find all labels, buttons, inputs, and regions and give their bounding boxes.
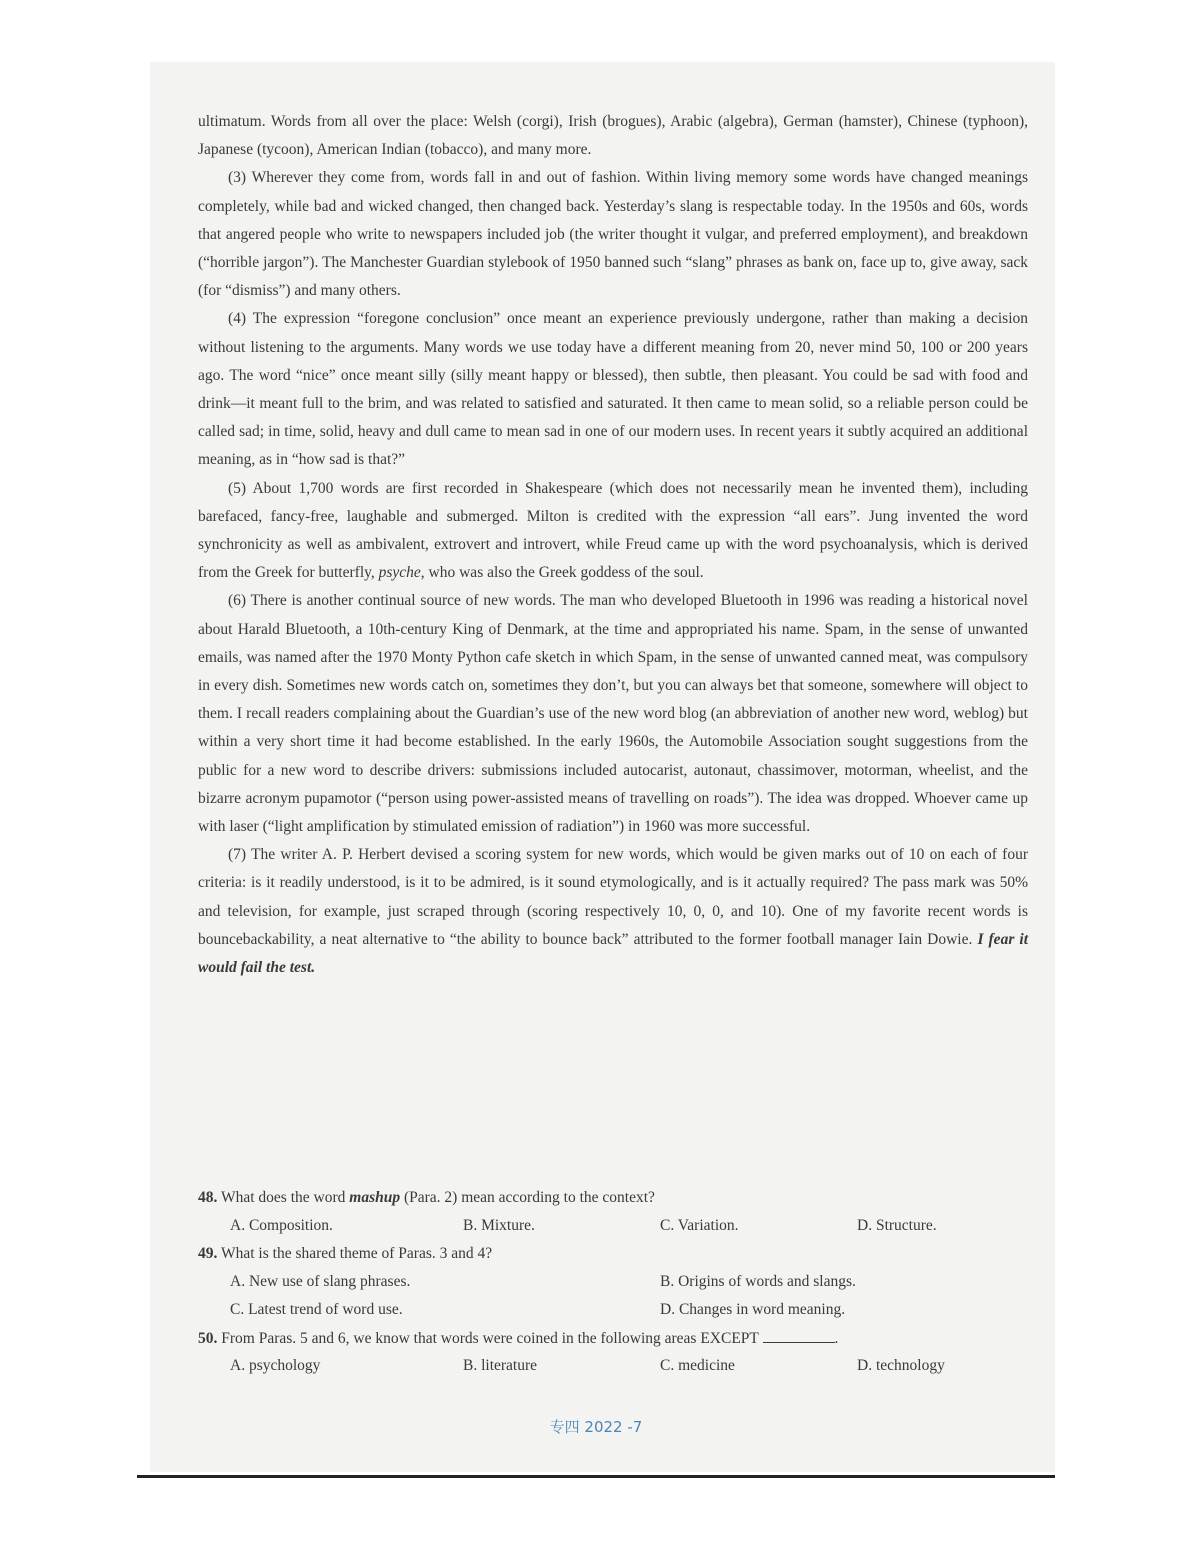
question-text-end: (Para. 2) mean according to the context? [403,1189,655,1206]
options-48 [198,1212,1028,1240]
paragraph-7-emphasis: I fear it would fail the test. [198,930,1029,977]
option-b[interactable]: B. Origins of words and slangs. [660,1273,856,1290]
reading-passage [198,108,1028,982]
question-text: What is the shared theme of Paras. 3 and 4? [220,1245,493,1262]
paragraph-5-tail: , who was also the Greek goddess of the soul. [420,564,704,582]
page-footer: 专四 2022 -7 [549,1418,643,1436]
question-50 [198,1324,1028,1352]
question-49 [198,1240,1028,1268]
question-number: 50. [198,1330,218,1347]
option-c[interactable]: C. medicine [660,1357,735,1374]
question-number: 49. [198,1245,218,1262]
question-text: What does the word [220,1189,346,1206]
paragraph-2-end: ultimatum. Words from all over the place: Welsh (corgi), Irish (brogues), Arabic (algebra), German (hamster), Chinese (typhoon), Japanese (tycoon), American Indian (tobacco), and many more. [198,113,1028,159]
question-list [198,1184,1028,1380]
option-d[interactable]: D. Structure. [857,1217,937,1234]
question-number: 48. [198,1189,218,1206]
options-49-row1 [198,1268,1028,1296]
paragraph-3: (3) Wherever they come from, words fall in and out of fashion. Within living memory some words have changed meanings completely, while bad and wicked changed, then changed back. Yesterday’s slang is respectable today. In the 1950s and 60s, words that angered people who write to newspapers included job (the writer thought it vulgar, and preferred employment), and breakdown (“horrible jargon”). The Manchester Guardian stylebook of 1950 banned such “slang” phrases as bank on, face up to, give away, sack (for “dismiss”) and many others. [198,169,1028,300]
question-48 [198,1184,1028,1212]
paragraph-5-italic: psyche [378,564,421,582]
bottom-rule [137,1475,1055,1478]
paragraph-7 [198,841,1028,982]
paragraph-5-text: (5) About 1,700 words are first recorded in Shakespeare (which does not necessarily mean he invented them), including barefaced, fancy-free, laughable and submerged. Milton is credited with the expression “all ears”. Jung invented the word synchronicity as well as ambivalent, extrovert and introvert, while Freud came up with the word psychoanalysis, which is derived from the Greek for butterfly, [198,479,1028,582]
question-end: . [834,1330,839,1347]
option-d[interactable]: D. technology [857,1357,945,1374]
option-d[interactable]: D. Changes in word meaning. [660,1301,846,1318]
option-a[interactable]: A. New use of slang phrases. [230,1273,411,1290]
question-term: mashup [349,1189,401,1206]
option-b[interactable]: B. literature [463,1357,538,1374]
question-text: From Paras. 5 and 6, we know that words were coined in the following areas EXCEPT [221,1330,759,1347]
option-a[interactable]: A. Composition. [230,1217,333,1234]
paragraph-4: (4) The expression “foregone conclusion” once meant an experience previously undergone, rather than making a decision without listening to the arguments. Many words we use today have a different meaning from 20, never mind 50, 100 or 200 years ago. The word “nice” once meant silly (silly meant happy or blessed), then subtle, then pleasant. You could be sad with food and drink—it meant full to the brim, and was related to satisfied and saturated. It then came to mean solid, so a reliable person could be called sad; in time, solid, heavy and dull came to mean sad in one of our modern uses. In recent years it subtly acquired an additional meaning, as in “how sad is that?” [198,310,1028,469]
option-b[interactable]: B. Mixture. [463,1217,535,1234]
paragraph-6: (6) There is another continual source of new words. The man who developed Bluetooth in 1996 was reading a historical novel about Harald Bluetooth, a 10th-century King of Denmark, at the time and appropriated his name. Spam, in the sense of unwanted emails, was named after the 1970 Monty Python cafe sketch in which Spam, in the sense of unwanted canned meat, was compulsory in every dish. Sometimes new words catch on, sometimes they don’t, but you can always bet that someone, somewhere will object to them. I recall readers complaining about the Guardian’s use of the new word blog (an abbreviation of another new word, weblog) but within a very short time it had become established. In the early 1960s, the Automobile Association sought suggestions from the public for a new word to describe drivers: submissions included autocarist, autonaut, chassimover, motorman, wheelist, and the bizarre acronym pupamotor (“person using power-assisted means of travelling on roads”). The idea was dropped. Whoever came up with laser (“light amplification by stimulated emission of radiation”) in 1960 was more successful. [198,592,1028,836]
paragraph-5 [198,475,1028,588]
options-50 [198,1352,1028,1380]
paragraph-7-text: (7) The writer A. P. Herbert devised a scoring system for new words, which would be given marks out of 10 on each of four criteria: is it readily understood, is it to be admired, is it sound etymologically, and is it actually required? The pass mark was 50% and television, for example, just scraped through (scoring respectively 10, 0, 0, and 10). One of my favorite recent words is bouncebackability, a neat alternative to “the ability to bounce back” attributed to the former football manager Iain Dowie. [198,846,1028,948]
option-a[interactable]: A. psychology [230,1357,321,1374]
option-c[interactable]: C. Latest trend of word use. [230,1301,403,1318]
options-49-row2 [198,1296,1028,1324]
option-c[interactable]: C. Variation. [660,1217,739,1234]
answer-blank[interactable] [763,1324,835,1343]
